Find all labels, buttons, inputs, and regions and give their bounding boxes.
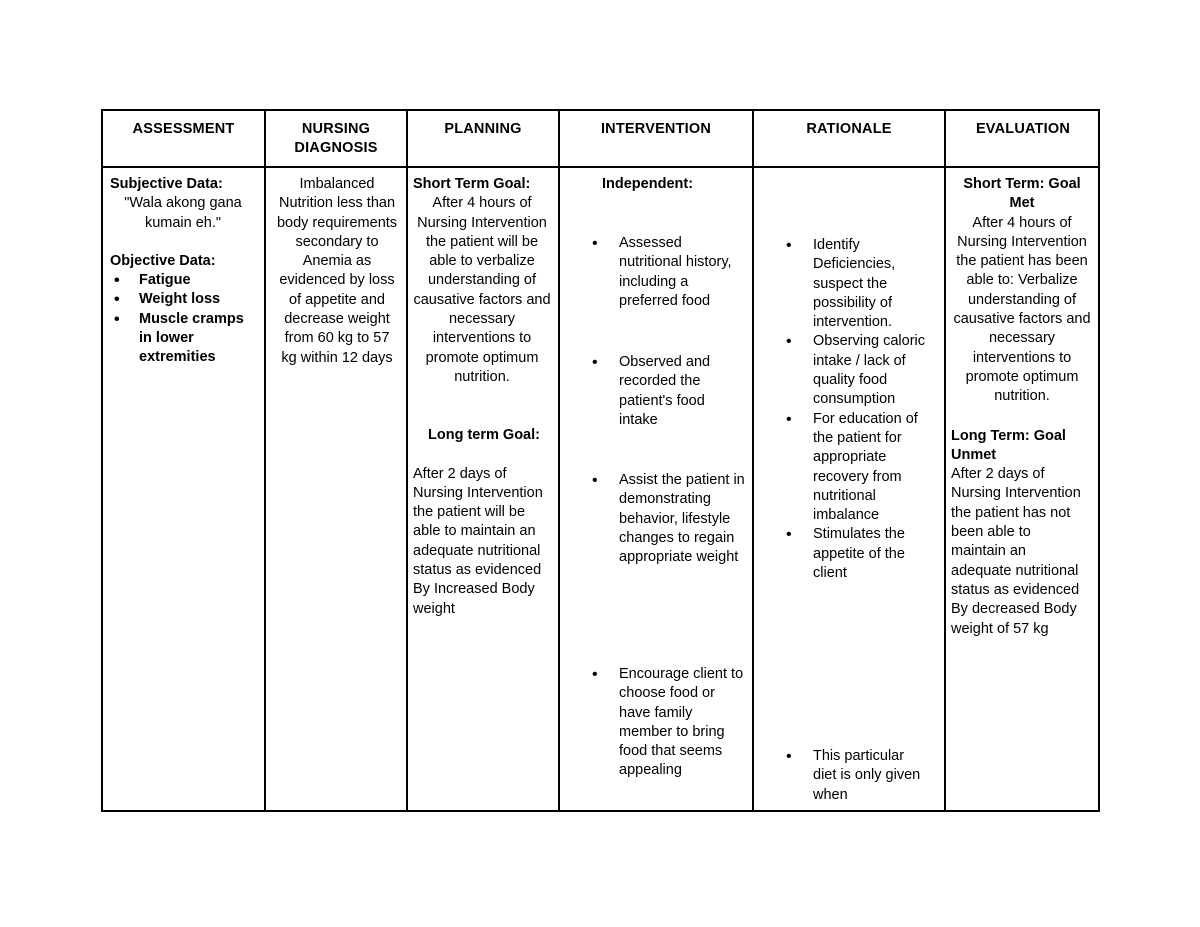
rationale-list-last <box>786 747 926 805</box>
list-item: • Assist the patient in demonstrating behavior, lifestyle changes to regain appropriate weight <box>592 471 747 567</box>
header-planning: PLANNING <box>444 121 522 137</box>
header-nursing-diagnosis <box>266 120 406 158</box>
rationale-list <box>786 236 941 583</box>
list-item: • Fatigue <box>110 271 256 290</box>
long-term-goal-text: After 2 days of Nursing Intervention the patient will be able to maintain an adequate nutritional status as evidenced By Increased Body weight <box>413 465 543 617</box>
list-item: • Weight loss <box>110 290 256 309</box>
long-term-evaluation-text: After 2 days of Nursing Intervention the patient has not been able to maintain an adequate nutritional status as evidenced By decreased Body weight of 57 kg <box>951 466 1081 637</box>
planning-cell <box>413 175 555 619</box>
care-plan-table <box>101 109 1100 812</box>
header-assessment: ASSESSMENT <box>132 121 235 137</box>
header-evaluation: EVALUATION <box>975 121 1071 137</box>
short-term-evaluation-text: After 4 hours of Nursing Intervention the patient has been able to: Verbalize understanding of causative factors and necessary interventions to promote optimum nutrition. <box>953 214 1091 405</box>
column-divider <box>264 111 266 810</box>
intervention-list-3 <box>592 471 747 567</box>
column-divider <box>406 111 408 810</box>
header-diagnosis-line1: NURSING <box>301 121 371 137</box>
column-divider <box>752 111 754 810</box>
header-diagnosis-line2: DIAGNOSIS <box>294 140 378 156</box>
column-divider <box>558 111 560 810</box>
objective-list <box>110 271 256 367</box>
objective-data-label: Objective Data: <box>110 252 216 269</box>
list-item: • Identify Deficiencies, suspect the possibility of intervention. <box>786 236 941 332</box>
long-term-evaluation-label: Long Term: Goal Unmet <box>951 427 1066 463</box>
diagnosis-text: Imbalanced Nutrition less than body requirements secondary to Anemia as evidenced by loss of appetite and decrease weight from 60 kg to 57 kg within 12 days <box>276 176 398 366</box>
short-term-goal-text: After 4 hours of Nursing Intervention the patient will be able to verbalize understanding of causative factors and necessary interventions to promote optimum nutrition. <box>413 195 551 385</box>
short-term-evaluation-label: Short Term: Goal Met <box>963 176 1081 212</box>
list-item: • Encourage client to choose food or have family member to bring food that seems appealing <box>592 665 747 781</box>
intervention-list-4 <box>592 665 747 781</box>
intervention-list-2 <box>592 353 747 430</box>
subjective-data-label: Subjective Data: <box>110 176 223 192</box>
header-intervention: INTERVENTION <box>600 121 712 137</box>
subjective-quote: "Wala akong gana kumain eh." <box>124 195 242 231</box>
long-term-goal-label: Long term Goal: <box>428 427 540 444</box>
evaluation-cell <box>951 175 1093 639</box>
list-item: • Assessed nutritional history, including a preferred food <box>592 234 747 311</box>
list-item: • Stimulates the appetite of the client <box>786 525 941 583</box>
list-item: • For education of the patient for appropriate recovery from nutritional imbalance <box>786 410 941 526</box>
list-item: • Muscle cramps in lower extremities <box>110 310 256 368</box>
list-item: • This particular diet is only given when <box>786 747 926 805</box>
list-item: • Observed and recorded the patient's food intake <box>592 353 747 430</box>
header-rationale: RATIONALE <box>806 121 892 137</box>
column-divider <box>944 111 946 810</box>
assessment-cell <box>110 175 256 368</box>
short-term-goal-label: Short Term Goal: <box>413 176 531 192</box>
independent-label: Independent: <box>602 176 694 192</box>
list-item: • Observing caloric intake / lack of quality food consumption <box>786 332 941 409</box>
intervention-list-1 <box>592 234 747 311</box>
